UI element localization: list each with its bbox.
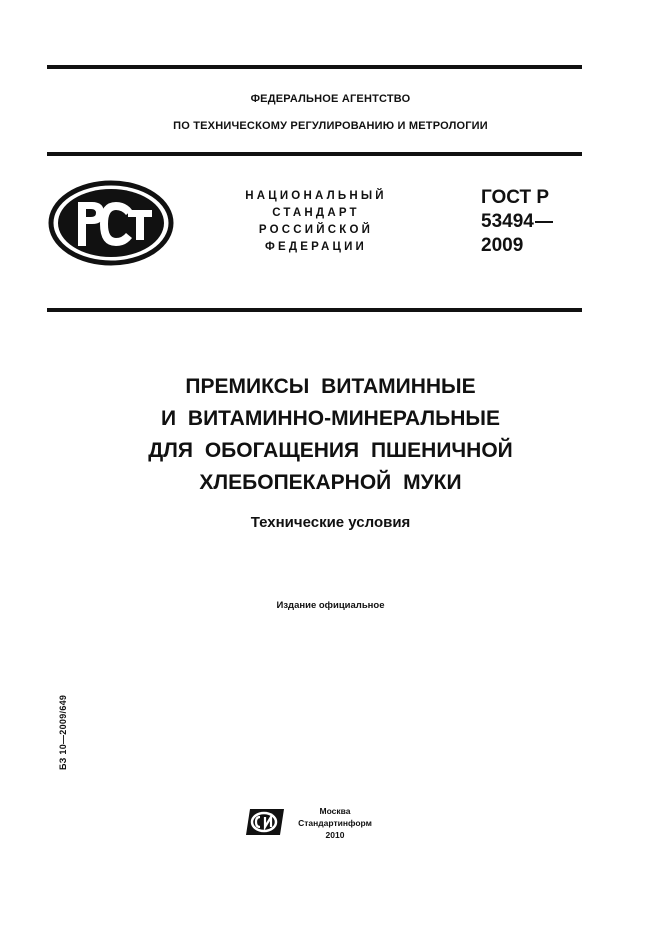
- standartinform-logo-icon: [244, 807, 286, 837]
- publisher-year: 2010: [325, 830, 345, 840]
- rst-logo-icon: [48, 180, 174, 266]
- title-line: И ВИТАМИННО-МИНЕРАЛЬНЫЕ: [160, 407, 500, 430]
- document-title: [0, 371, 661, 499]
- title-line: ХЛЕБОПЕКАРНОЙ МУКИ: [199, 471, 462, 494]
- title-line: ПРЕМИКСЫ ВИТАМИННЫЕ: [185, 375, 476, 398]
- top-rule: [47, 65, 582, 69]
- national-standard-label: [210, 188, 422, 256]
- agency-name-line1: ФЕДЕРАЛЬНОЕ АГЕНТСТВО: [250, 93, 411, 105]
- title-line: ДЛЯ ОБОГАЩЕНИЯ ПШЕНИЧНОЙ: [148, 439, 513, 462]
- bottom-rule: [47, 308, 582, 312]
- gost-designation: [481, 186, 553, 258]
- gost-year: 2009: [481, 235, 524, 256]
- gost-dash: [535, 221, 553, 223]
- publisher-city: Москва: [319, 806, 351, 816]
- edition-note: Издание официальное: [276, 600, 385, 611]
- publisher-imprint: [296, 805, 374, 841]
- side-catalog-code: БЗ 10—2009/649: [58, 694, 68, 770]
- national-standard-line: РОССИЙСКОЙ: [258, 224, 374, 236]
- national-standard-line: СТАНДАРТ: [272, 207, 360, 219]
- gost-number: 53494: [481, 211, 534, 232]
- gost-number-row: [481, 210, 553, 234]
- national-standard-line: ФЕДЕРАЦИИ: [264, 241, 368, 253]
- middle-rule: [47, 152, 582, 156]
- gost-prefix: ГОСТ Р: [481, 187, 550, 208]
- publisher-name: Стандартинформ: [298, 818, 372, 828]
- agency-name-line2: ПО ТЕХНИЧЕСКОМУ РЕГУЛИРОВАНИЮ И МЕТРОЛОГИИ: [173, 120, 488, 132]
- document-subtitle: Технические условия: [250, 514, 411, 531]
- national-standard-line: НАЦИОНАЛЬНЫЙ: [245, 190, 387, 202]
